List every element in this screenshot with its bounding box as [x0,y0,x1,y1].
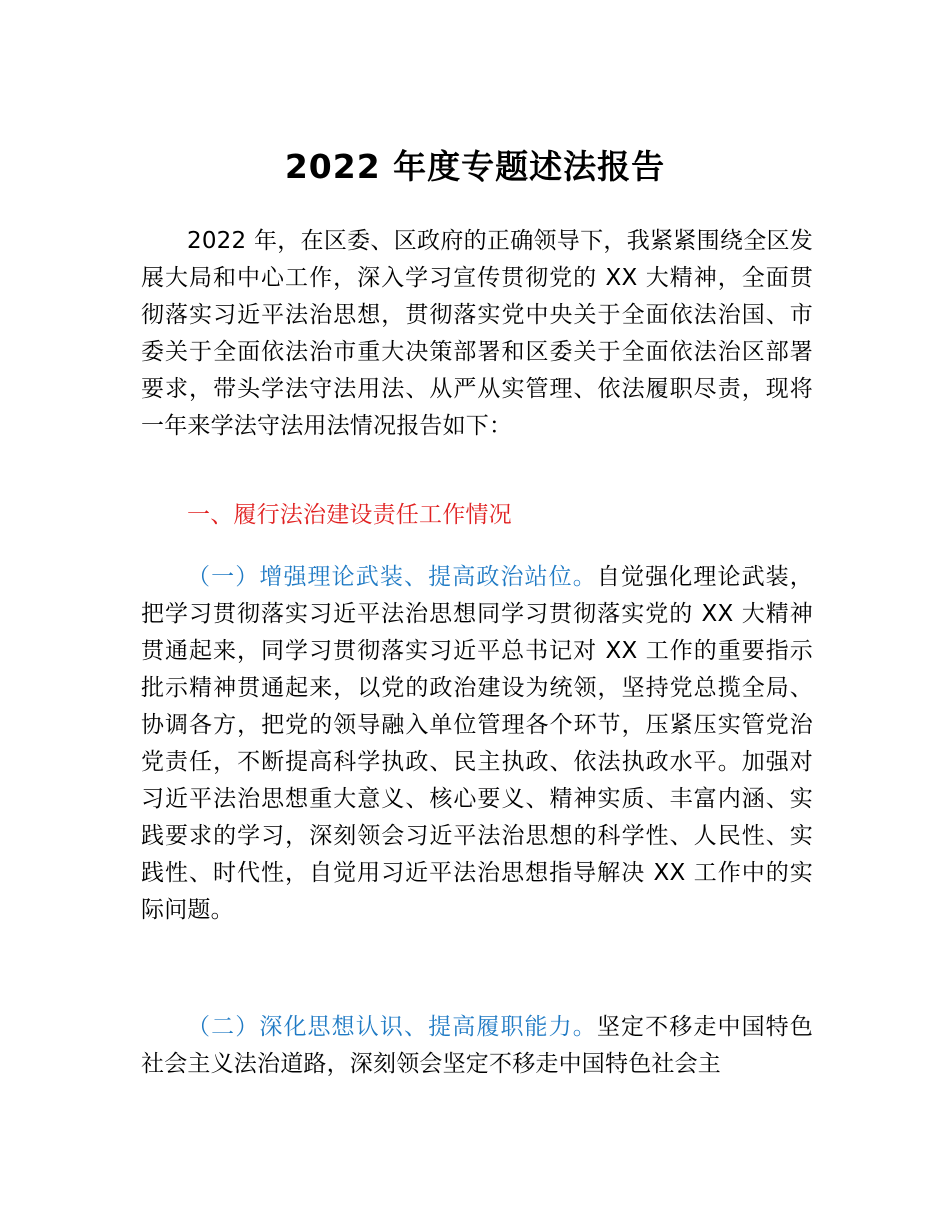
subsection-paragraph-2 [141,1009,813,1083]
page-title: 2022 年度专题述法报告 [284,147,666,186]
section-heading-1: 一、履行法治建设责任工作情况 [187,502,512,528]
subsection-heading-1: （一）增强理论武装、提高政治站位。 [187,564,597,590]
intro-paragraph: 2022 年，在区委、区政府的正确领导下，我紧紧围绕全区发展大局和中心工作，深入学习宣传贯彻党的 XX 大精神，全面贯彻落实习近平法治思想，贯彻落实党中央关于全面依法治国、市委关于全面依法治市重大决策部署和区委关于全面依法治区部署要求，带头学法守法用法、从严从实管理、依法履职尽责，现将一年来学法守法用法情况报告如下： [141,228,813,439]
subsection-heading-2: （二）深化思想认识、提高履职能力。 [187,1014,597,1040]
subsection-body-2: 坚定不移走中国特色社会主义法治道路，深刻领会坚定不移走中国特色社会主 [141,1014,813,1077]
subsection-paragraph-1 [141,559,813,929]
subsection-body-1: 自觉强化理论武装，把学习贯彻落实习近平法治思想同学习贯彻落实党的 XX 大精神贯通起来，同学习贯彻落实习近平总书记对 XX 工作的重要指示批示精神贯通起来，以党的政治建设为统领，坚持党总揽全局、协调各方，把党的领导融入单位管理各个环节，压紧压实管党治党责任，不断提高科学执政、民主执政、依法执政水平。加强对习近平法治思想重大意义、核心要义、精神实质、丰富内涵、实践要求的学习，深刻领会习近平法治思想的科学性、人民性、实践性、时代性，自觉用习近平法治思想指导解决 XX 工作中的实际问题。 [141,564,813,923]
